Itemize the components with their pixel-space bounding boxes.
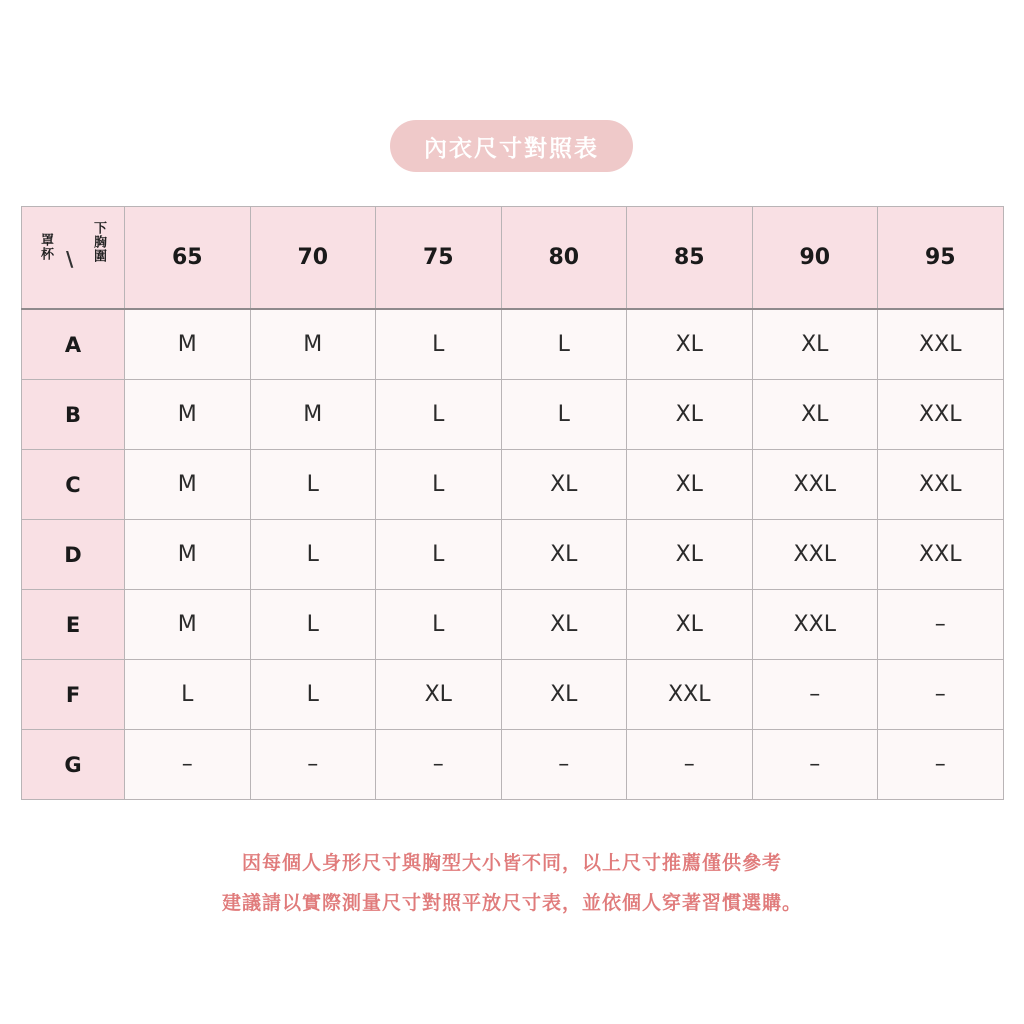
size-cell: XL	[627, 450, 753, 520]
size-cell: M	[250, 380, 376, 450]
table-row	[22, 590, 1004, 660]
size-cell: XL	[752, 380, 878, 450]
cup-header: D	[22, 520, 125, 590]
size-cell: –	[501, 730, 627, 800]
cup-header: B	[22, 380, 125, 450]
page-title: 內衣尺寸對照表	[390, 120, 633, 172]
size-cell: XL	[752, 309, 878, 380]
corner-divider: \	[66, 247, 74, 271]
size-cell: XL	[501, 520, 627, 590]
size-cell: –	[250, 730, 376, 800]
cup-axis-label: 罩杯	[38, 233, 53, 261]
size-cell: –	[627, 730, 753, 800]
cup-header: E	[22, 590, 125, 660]
size-cell: XXL	[752, 590, 878, 660]
size-cell: XL	[501, 660, 627, 730]
table-row	[22, 520, 1004, 590]
size-cell: –	[752, 660, 878, 730]
measurement-advice-note: 建議請以實際測量尺寸對照平放尺寸表，並依個人穿著習慣選購。	[221, 892, 802, 914]
size-chart-table	[21, 206, 1004, 800]
band-header: 95	[878, 207, 1004, 310]
cup-header: F	[22, 660, 125, 730]
size-cell: L	[501, 309, 627, 380]
size-cell: –	[878, 730, 1004, 800]
size-cell: XL	[501, 590, 627, 660]
cup-header: G	[22, 730, 125, 800]
corner-header	[22, 207, 125, 310]
size-cell: L	[501, 380, 627, 450]
disclaimer-note: 因每個人身形尺寸與胸型大小皆不同，以上尺寸推薦僅供參考	[241, 852, 782, 874]
size-cell: XXL	[878, 520, 1004, 590]
size-cell: –	[376, 730, 502, 800]
size-cell: L	[250, 450, 376, 520]
size-cell: XL	[627, 590, 753, 660]
size-cell: XL	[501, 450, 627, 520]
table-row	[22, 380, 1004, 450]
size-cell: –	[878, 660, 1004, 730]
size-cell: XXL	[878, 450, 1004, 520]
size-cell: M	[125, 380, 251, 450]
size-cell: XL	[627, 520, 753, 590]
size-cell: L	[250, 660, 376, 730]
cup-header: A	[22, 309, 125, 380]
size-cell: –	[878, 590, 1004, 660]
band-header: 65	[125, 207, 251, 310]
band-header: 90	[752, 207, 878, 310]
size-cell: XXL	[752, 450, 878, 520]
size-cell: L	[376, 520, 502, 590]
size-cell: XL	[627, 380, 753, 450]
table-row	[22, 660, 1004, 730]
table-row	[22, 309, 1004, 380]
band-header: 85	[627, 207, 753, 310]
size-cell: M	[125, 450, 251, 520]
size-cell: L	[376, 309, 502, 380]
size-cell: –	[752, 730, 878, 800]
size-cell: L	[250, 520, 376, 590]
band-header: 70	[250, 207, 376, 310]
size-cell: XL	[376, 660, 502, 730]
cup-header: C	[22, 450, 125, 520]
size-cell: L	[250, 590, 376, 660]
size-cell: XXL	[878, 309, 1004, 380]
size-cell: L	[376, 450, 502, 520]
size-cell: M	[125, 520, 251, 590]
table-row	[22, 450, 1004, 520]
band-header-row	[22, 207, 1004, 310]
size-cell: M	[125, 309, 251, 380]
size-cell: XL	[627, 309, 753, 380]
size-cell: XXL	[627, 660, 753, 730]
band-axis-label: 下胸圍	[91, 221, 106, 263]
size-cell: L	[376, 590, 502, 660]
size-cell: –	[125, 730, 251, 800]
size-cell: XXL	[752, 520, 878, 590]
size-cell: L	[125, 660, 251, 730]
size-cell: XXL	[878, 380, 1004, 450]
size-cell: M	[250, 309, 376, 380]
band-header: 75	[376, 207, 502, 310]
band-header: 80	[501, 207, 627, 310]
table-row	[22, 730, 1004, 800]
size-cell: M	[125, 590, 251, 660]
size-cell: L	[376, 380, 502, 450]
